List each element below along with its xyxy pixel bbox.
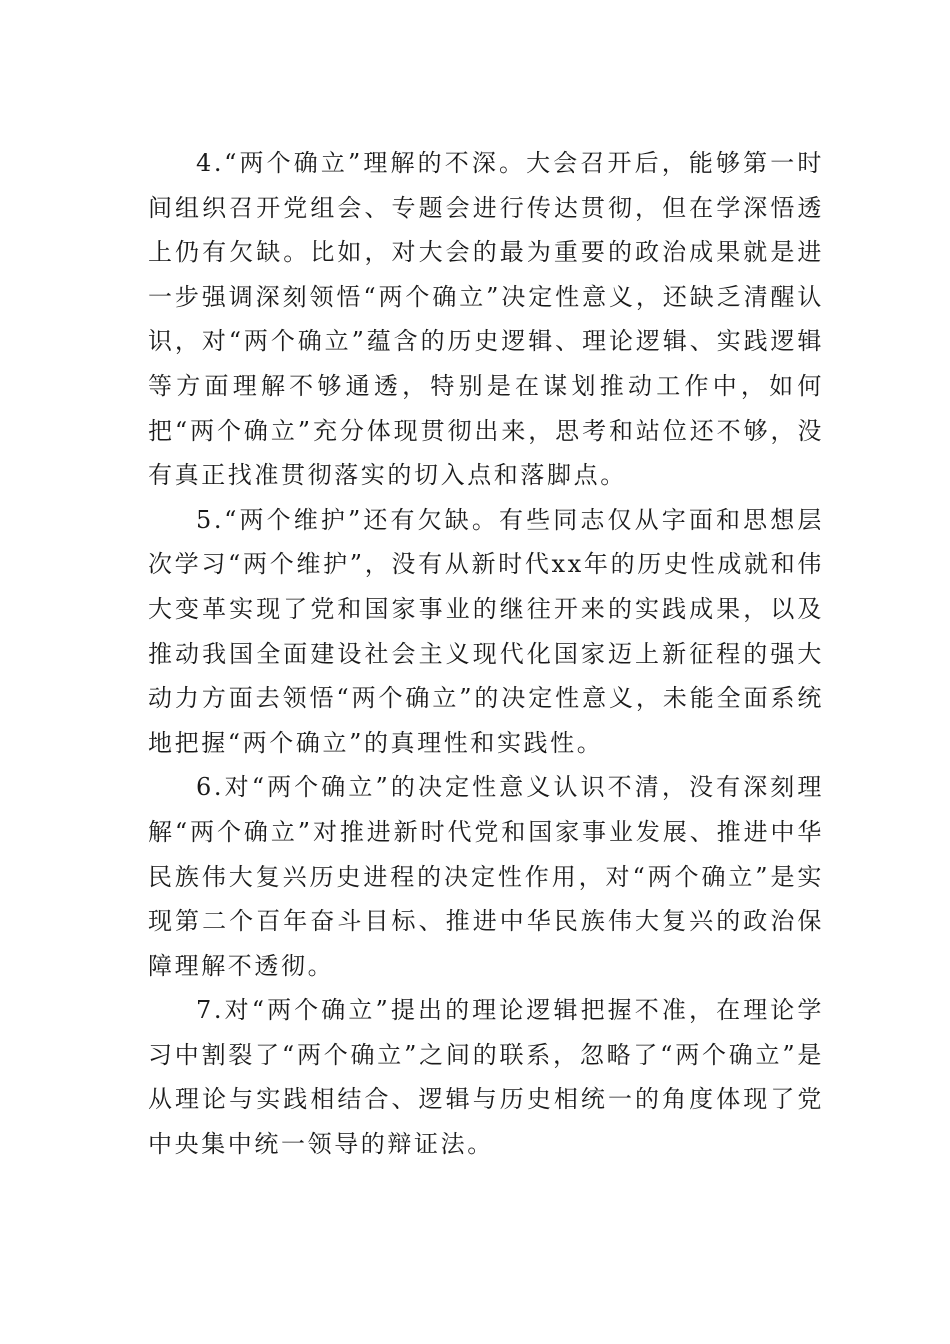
document-body (148, 141, 824, 1167)
paragraph-7: 7.对“两个确立”提出的理论逻辑把握不准，在理论学习中割裂了“两个确立”之间的联系，忽略了“两个确立”是从理论与实践相结合、逻辑与历史相统一的角度体现了党中央集中统一领导的辩证法。 (148, 996, 824, 1159)
paragraph-5: 5.“两个维护”还有欠缺。有些同志仅从字面和思想层次学习“两个维护”，没有从新时代xx年的历史性成就和伟大变革实现了党和国家事业的继往开来的实践成果，以及推动我国全面建设社会主义现代化国家迈上新征程的强大动力方面去领悟“两个确立”的决定性意义，未能全面系统地把握“两个确立”的真理性和实践性。 (148, 505, 824, 757)
paragraph-4: 4.“两个确立”理解的不深。大会召开后，能够第一时间组织召开党组会、专题会进行传达贯彻，但在学深悟透上仍有欠缺。比如，对大会的最为重要的政治成果就是进一步强调深刻领悟“两个确立”决定性意义，还缺乏清醒认识，对“两个确立”蕴含的历史逻辑、理论逻辑、实践逻辑等方面理解不够通透，特别是在谋划推动工作中，如何把“两个确立”充分体现贯彻出来，思考和站位还不够，没有真正找准贯彻落实的切入点和落脚点。 (148, 149, 824, 490)
paragraph-6: 6.对“两个确立”的决定性意义认识不清，没有深刻理解“两个确立”对推进新时代党和国家事业发展、推进中华民族伟大复兴历史进程的决定性作用，对“两个确立”是实现第二个百年奋斗目标、推进中华民族伟大复兴的政治保障理解不透彻。 (148, 773, 824, 980)
